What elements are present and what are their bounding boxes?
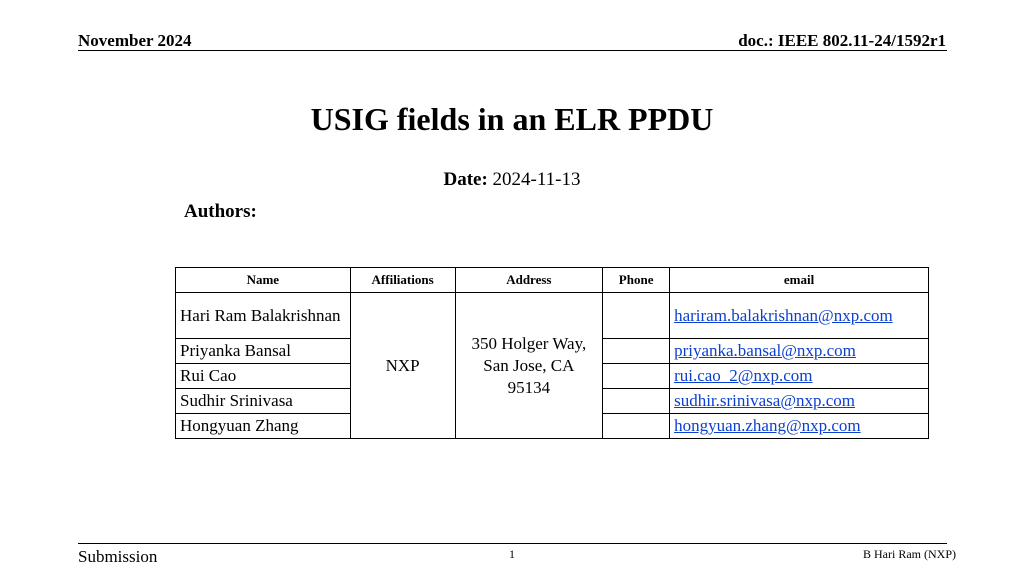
email-cell: [670, 339, 929, 364]
date-value: 2024-11-13: [492, 169, 581, 190]
author-name: Hari Ram Balakrishnan: [176, 293, 351, 339]
email-cell: [670, 389, 929, 414]
date-line: [0, 168, 1024, 192]
author-name: Rui Cao: [176, 364, 351, 389]
author-name: Sudhir Srinivasa: [176, 389, 351, 414]
table-row: [176, 293, 929, 339]
phone-cell: [603, 389, 670, 414]
col-header-name: Name: [176, 268, 351, 293]
phone-cell: [603, 293, 670, 339]
phone-cell: [603, 339, 670, 364]
email-cell: [670, 414, 929, 439]
slide-title: USIG fields in an ELR PPDU: [310, 101, 714, 137]
affiliation-cell: NXP: [350, 293, 455, 439]
email-cell: [670, 293, 929, 339]
email-link[interactable]: rui.cao_2@nxp.com: [674, 366, 813, 385]
header-date: November 2024: [78, 31, 192, 50]
page-number: 1: [509, 547, 515, 561]
footer-submission: Submission: [78, 547, 158, 566]
email-link[interactable]: hongyuan.zhang@nxp.com: [674, 416, 861, 435]
col-header-affiliations: Affiliations: [350, 268, 455, 293]
authors-label: Authors:: [184, 201, 257, 222]
authors-table: [175, 267, 929, 439]
email-cell: [670, 364, 929, 389]
col-header-address: Address: [455, 268, 603, 293]
author-name: Priyanka Bansal: [176, 339, 351, 364]
col-header-phone: Phone: [603, 268, 670, 293]
phone-cell: [603, 364, 670, 389]
header-doc-id: doc.: IEEE 802.11-24/1592r1: [738, 31, 946, 50]
footer-divider: [78, 543, 947, 544]
email-link[interactable]: sudhir.srinivasa@nxp.com: [674, 391, 855, 410]
phone-cell: [603, 414, 670, 439]
col-header-email: email: [670, 268, 929, 293]
email-link[interactable]: hariram.balakrishnan@nxp.com: [674, 305, 893, 325]
email-link[interactable]: priyanka.bansal@nxp.com: [674, 341, 856, 360]
address-cell: 350 Holger Way, San Jose, CA 95134: [455, 293, 603, 439]
date-label: Date:: [443, 169, 488, 190]
footer-author: B Hari Ram (NXP): [863, 547, 956, 561]
table-header-row: [176, 268, 929, 293]
header-divider: [78, 50, 947, 51]
author-name: Hongyuan Zhang: [176, 414, 351, 439]
